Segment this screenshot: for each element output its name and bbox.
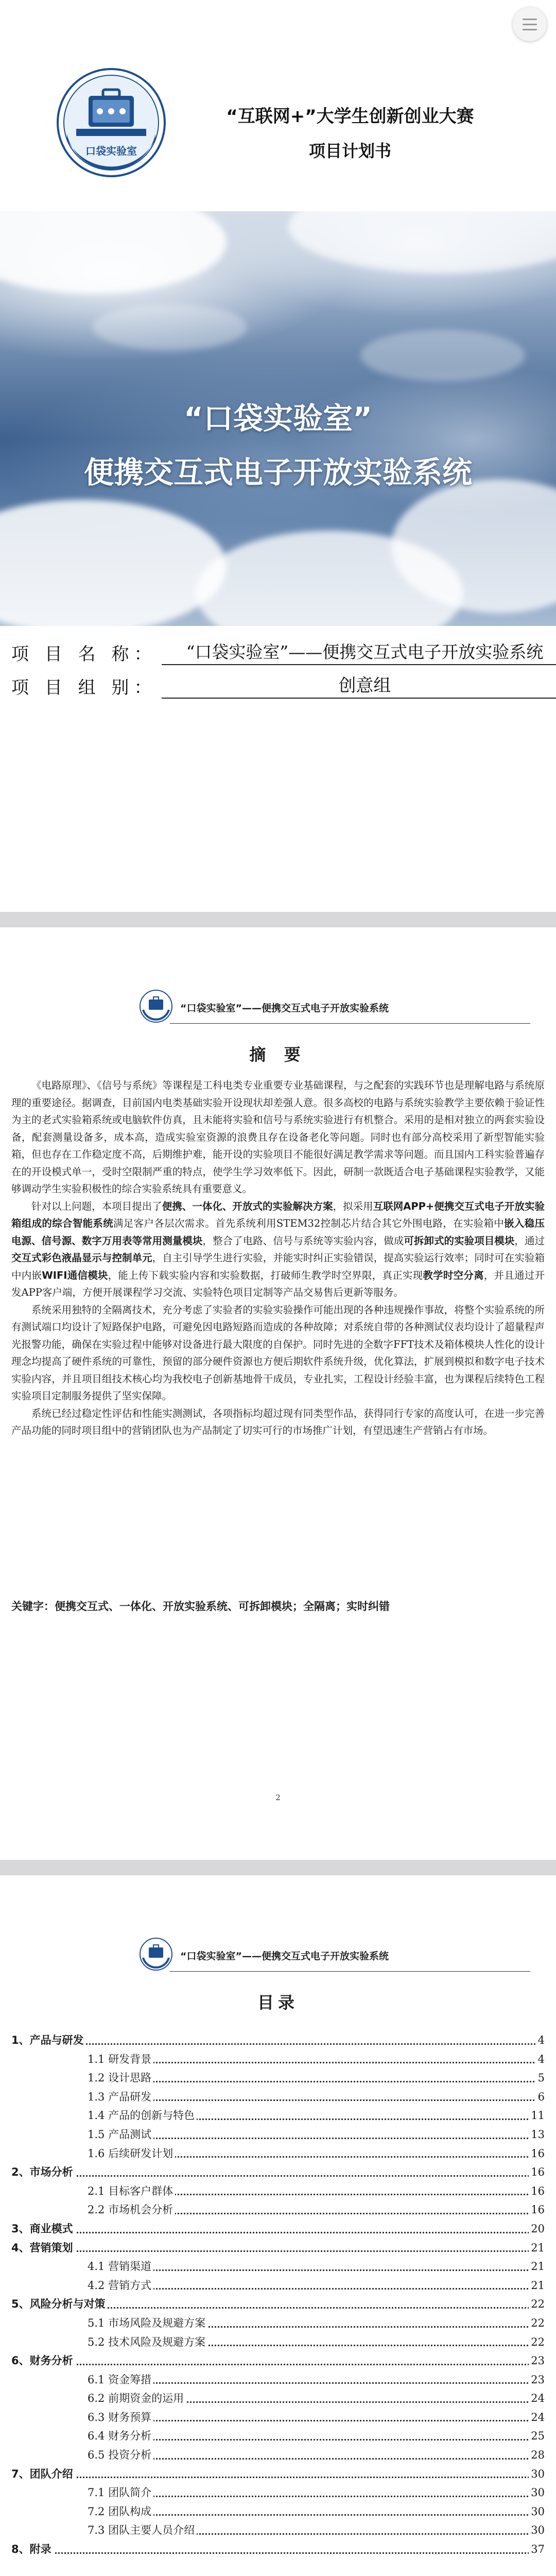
toc-leader — [11, 2552, 545, 2554]
toc-item-title: 4.1 营销渠道 — [88, 2257, 153, 2276]
toc-leader — [11, 2477, 545, 2478]
toc-item-title: 6.5 投资分析 — [88, 2446, 153, 2465]
toc-item[interactable] — [11, 2408, 545, 2427]
toc-item-title: 1.2 设计思路 — [88, 2069, 153, 2088]
toc-item[interactable] — [11, 2295, 545, 2314]
toc-leader — [11, 2232, 545, 2233]
toc-item[interactable] — [11, 2521, 545, 2540]
toc-item-title: 8、附录 — [11, 2540, 54, 2559]
toc-item[interactable] — [11, 2088, 545, 2107]
toc-leader — [88, 2382, 545, 2384]
toc-item-page: 13 — [529, 2125, 545, 2144]
toc-item-page: 30 — [529, 2465, 545, 2484]
toc-leader — [88, 2439, 545, 2441]
header-rule — [170, 1023, 530, 1024]
toc-item-page: 30 — [529, 2502, 545, 2521]
toc-item-title: 1.5 产品测试 — [88, 2125, 153, 2144]
toc-item[interactable] — [11, 2502, 545, 2521]
toc-item[interactable] — [11, 2182, 545, 2201]
toc-item-page: 24 — [529, 2408, 545, 2427]
toc-leader — [88, 2081, 545, 2082]
toc-item-page: 20 — [529, 2219, 545, 2239]
toc-item-title: 7.1 团队简介 — [88, 2483, 153, 2502]
toc-item[interactable] — [11, 2446, 545, 2465]
header-rule — [170, 1971, 530, 1972]
toc-item[interactable] — [11, 2465, 545, 2484]
toc-item-page: 21 — [529, 2276, 545, 2295]
toc-item[interactable] — [11, 2125, 545, 2144]
toc-item-page: 22 — [529, 2295, 545, 2314]
logo-caption: 口袋实验室 — [85, 145, 137, 157]
toc-item-page: 23 — [529, 2351, 545, 2370]
toc-item-title: 7.3 团队主要人员介绍 — [88, 2521, 197, 2540]
toc-item-title: 6.2 前期资金的运用 — [88, 2389, 186, 2408]
toc-item-title: 5.2 技术风险及规避方案 — [88, 2333, 207, 2352]
toc-leader — [88, 2514, 545, 2516]
toc-item-page: 30 — [529, 2483, 545, 2502]
abstract-paragraph: 系统采用独特的全隔离技术，充分考虑了实验者的实验实验操作可能出现的各种违规操作事故，将整个实验系统的所有测试端口均设计了短路保护电路，可避免因电路短路而造成的各种故障；对系统自带的各种测试仪表均设计了超量程声光报警功能，确保在实验过程中能够对设备进行最大限度的自保护。同时先进的全数字FFT技术及箱体模块人性化的设计理念均提高了硬件系统的可靠性，预留的部分硬件资源也方便后期软件系统升级，优化算法，扩展到模拟和数字电子技术实验内容，并且项目组技术核心均为我校电子创新基地骨干成员，专业扎实，工程设计经验丰富，也为课程后续特色工程实验项目定制服务提供了坚实保障。 — [11, 1303, 545, 1402]
running-header — [139, 1937, 530, 1973]
toc-item[interactable] — [11, 2106, 545, 2125]
toc-item[interactable] — [11, 2333, 545, 2352]
toc-item-title: 1.6 后续研发计划 — [88, 2144, 175, 2163]
abstract-page — [0, 927, 556, 1860]
toc-item-title: 1、产品与研发 — [11, 2031, 86, 2050]
toc-item-title: 6.3 财务预算 — [88, 2408, 153, 2427]
toc-item-title: 5、风险分析与对策 — [11, 2295, 108, 2314]
toc-list — [11, 2031, 545, 2559]
header-logo — [139, 1937, 173, 1971]
toc-item-page: 22 — [529, 2314, 545, 2333]
toc-item-title: 2、市场分析 — [11, 2163, 75, 2182]
toc-item-title: 1.3 产品研发 — [88, 2088, 153, 2107]
abstract-paragraph: 系统已经过稳定性评估和性能实测测试，各项指标均超过现有同类型作品，获得同行专家的高度认可，在进一步完善产品功能的同时项目组中的营销团队也为产品制定了切实可行的市场推广计划，有望迅速生产营销占有市场。 — [11, 1407, 545, 1436]
toc-item[interactable] — [11, 2540, 545, 2559]
page-number: 2 — [275, 1793, 281, 1802]
keywords: 关键字：便携交互式、一体化、开放实验系统、可拆卸模块；全隔离；实时纠错 — [11, 1600, 390, 1613]
menu-icon — [523, 19, 537, 20]
toc-leader — [88, 2062, 545, 2063]
running-header-text: “口袋实验室”——便携交互式电子开放实验系统 — [180, 1003, 389, 1014]
toc-item-title: 2.2 市场机会分析 — [88, 2200, 175, 2219]
toc-leader — [88, 2269, 545, 2271]
toc-item-page: 16 — [529, 2144, 545, 2163]
toc-leader — [88, 2099, 545, 2101]
toc-item-title: 6.1 资金筹措 — [88, 2370, 153, 2389]
toc-page — [0, 1875, 556, 2576]
project-group-value: 创意组 — [162, 671, 556, 699]
toc-item[interactable] — [11, 2144, 545, 2163]
toc-item[interactable] — [11, 2389, 545, 2408]
toc-item-page: 4 — [536, 2050, 545, 2069]
toc-item-title: 6.4 财务分析 — [88, 2427, 153, 2446]
toc-item[interactable] — [11, 2050, 545, 2069]
toc-item-title: 4.2 营销方式 — [88, 2276, 153, 2295]
abstract-body — [11, 1077, 545, 1439]
toc-leader — [11, 2175, 545, 2177]
banner-title: “口袋实验室” — [183, 401, 373, 436]
header-logo — [139, 989, 173, 1023]
toc-item[interactable] — [11, 2219, 545, 2239]
toc-item-title: 3、商业模式 — [11, 2219, 75, 2239]
toc-item[interactable] — [11, 2257, 545, 2276]
toc-leader — [88, 2420, 545, 2421]
toc-item-page: 21 — [529, 2257, 545, 2276]
toc-item-title: 1.1 研发背景 — [88, 2050, 153, 2069]
toc-leader — [11, 2043, 545, 2045]
toc-item[interactable] — [11, 2069, 545, 2088]
toc-item-page: 30 — [529, 2521, 545, 2540]
toc-item[interactable] — [11, 2314, 545, 2333]
project-name-value: “口袋实验室”——便携交互式电子开放实验系统 — [162, 639, 556, 665]
document-type: 项目计划书 — [308, 141, 391, 161]
project-name-label: 项 目 名 称： — [11, 644, 157, 665]
toc-item-title: 7.2 团队构成 — [88, 2502, 153, 2521]
school-logo — [56, 67, 167, 178]
toc-item[interactable] — [11, 2031, 545, 2050]
toc-item-title: 5.1 市场风险及规避方案 — [88, 2314, 207, 2333]
toc-leader — [88, 2288, 545, 2290]
toc-item-page: 16 — [529, 2163, 545, 2182]
toc-leader — [11, 2364, 545, 2365]
toc-item-page: 16 — [529, 2200, 545, 2219]
toc-item-title: 6、财务分析 — [11, 2351, 75, 2370]
toc-item[interactable] — [11, 2163, 545, 2182]
menu-button[interactable] — [513, 7, 547, 41]
toc-item[interactable] — [11, 2370, 545, 2389]
toc-item-page: 23 — [529, 2370, 545, 2389]
toc-item-title: 2.1 目标客户群体 — [88, 2182, 175, 2201]
abstract-paragraph: 针对以上问题，本项目提出了便携、一体化、开放式的实验解决方案，拟采用互联网APP+便携交互式电子开放实验箱组成的综合智能系统满足客户各层次需求。首先系统利用STEM32控制芯片结合其它外围电路，在实验箱中嵌入稳压电源、信号源、数字万用表等常用测量模块，整合了电路、信号与系统等实验内容，做成可拆卸式的实验项目模块，通过交互式彩色液晶显示与控制单元，自主引导学生进行实验，并能实时纠正实验错误，提高实验运行效率；同时可在实验箱中内嵌WIFI通信模块，能上传下载实验内容和实验数据，打破师生教学时空界限，真正实现教学时空分离，并且通过开发APP客户端，方便开展课程学习交流、实验特色项目定制等产品交易售后更新等服务。 — [11, 1200, 545, 1298]
project-group-row — [11, 671, 556, 699]
toc-item-page: 24 — [529, 2389, 545, 2408]
toc-item-title: 7、团队介绍 — [11, 2465, 75, 2484]
abstract-paragraph: 《电路原理》、《信号与系统》等课程是工科电类专业重要专业基础课程，与之配套的实践环节也是理解电路与系统原理的重要途径。据调查，目前国内电类基础实验开设现状却差强人意。很多高校的电路与系统实验教学主要依赖于验证性为主的老式实验箱系统或电脑软件仿真，且未能将实验和信号与系统实验进行有机整合。采用的是相对独立的两套实验设备，配套测量设备多，成本高，造成实验室资源的浪费且存在设备老化等问题。同时也有部分高校采用了新型智能实验箱，但也存在工作稳定度不高，后期维护难，能开设的实验项目不能很好满足教学需求等问题。而且国内工科实验普遍存在的开设模式单一，受时空限制严重的特点，使学生学习效率低下。因此，研制一款既适合电子基础课程实验教学，又能够调动学生实验积极性的综合实验系统具有重要意义。 — [11, 1079, 545, 1195]
toc-leader — [88, 2138, 545, 2139]
toc-item[interactable] — [11, 2239, 545, 2258]
toc-item-page: 4 — [536, 2031, 545, 2050]
toc-item[interactable] — [11, 2351, 545, 2370]
project-name-row — [11, 639, 556, 665]
toc-item-page: 21 — [529, 2239, 545, 2258]
toc-leader — [88, 2496, 545, 2497]
cover-page — [0, 0, 556, 912]
toc-item-page: 25 — [529, 2427, 545, 2446]
toc-item-page: 37 — [529, 2540, 545, 2559]
project-group-label: 项 目 组 别： — [11, 677, 157, 698]
toc-item[interactable] — [11, 2483, 545, 2502]
banner-subtitle: 便携交互式电子开放实验系统 — [83, 455, 472, 490]
toc-item-title: 4、营销策划 — [11, 2239, 75, 2258]
toc-item-page: 6 — [536, 2088, 545, 2107]
toc-item-page: 11 — [529, 2106, 545, 2125]
toc-item[interactable] — [11, 2276, 545, 2295]
cover-banner — [0, 211, 556, 626]
running-header — [139, 989, 530, 1025]
toc-leader — [11, 2250, 545, 2252]
toc-item-title: 1.4 产品的创新与特色 — [88, 2106, 197, 2125]
toc-leader — [88, 2458, 545, 2460]
running-header-text: “口袋实验室”——便携交互式电子开放实验系统 — [180, 1951, 389, 1962]
toc-item[interactable] — [11, 2427, 545, 2446]
toc-item[interactable] — [11, 2200, 545, 2219]
abstract-title: 摘 要 — [249, 1045, 307, 1064]
toc-item-page: 5 — [536, 2069, 545, 2088]
competition-title: “互联网+”大学生创新创业大赛 — [226, 106, 474, 127]
toc-item-page: 16 — [529, 2182, 545, 2201]
toc-item-page: 28 — [529, 2446, 545, 2465]
toc-item-page: 22 — [529, 2333, 545, 2352]
toc-title: 目录 — [257, 1993, 299, 2012]
